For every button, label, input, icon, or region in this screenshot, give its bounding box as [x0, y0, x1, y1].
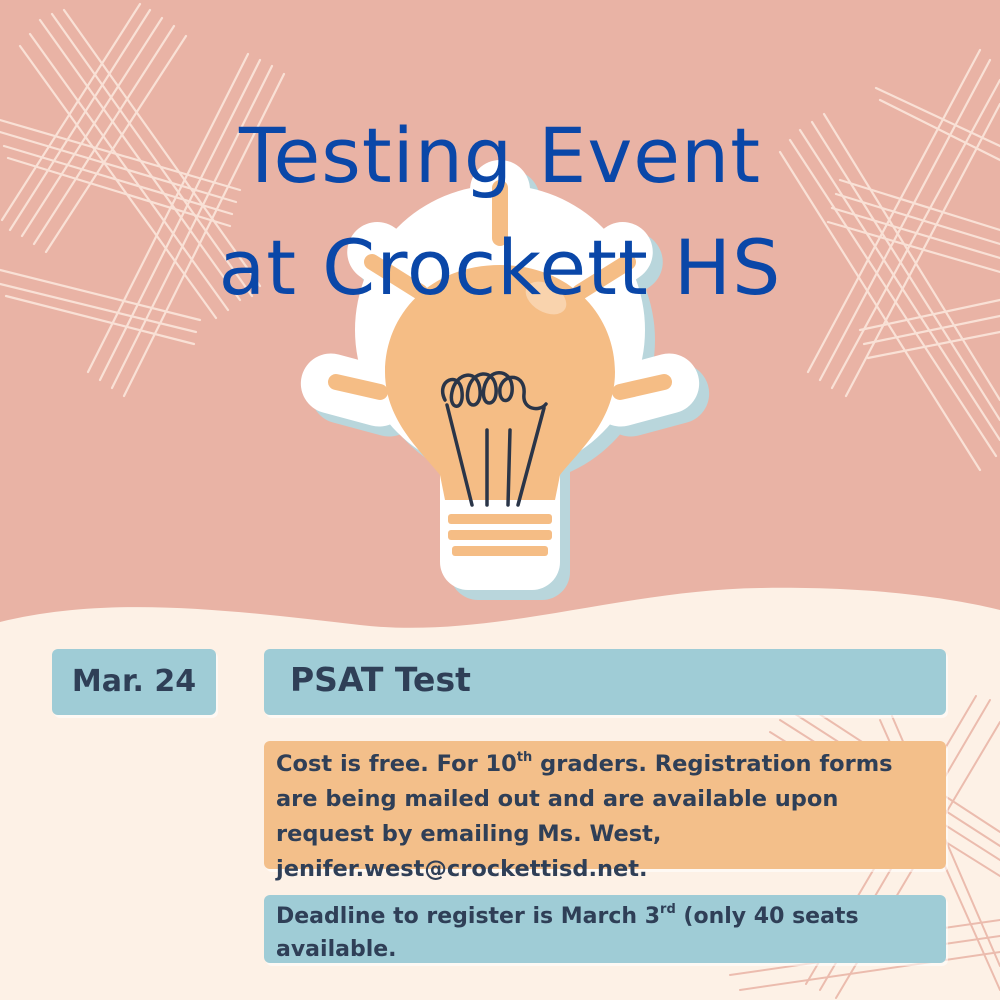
page-title — [0, 100, 1000, 324]
title-line-2: at Crockett HS — [218, 223, 782, 312]
deadline-text-part2: (only 40 seats available. — [276, 904, 859, 962]
event-name-banner: PSAT Test — [264, 649, 946, 715]
event-description — [264, 741, 946, 882]
description-text-part1: Cost is free. For 10 — [276, 751, 517, 777]
description-text-part2: graders. Registration forms are being mailed out and are available upon request by emailing Ms. West, jenifer.west@crockettisd.net. — [276, 751, 893, 882]
title-line-1: Testing Event — [238, 111, 762, 200]
description-superscript: th — [516, 749, 533, 765]
event-date-badge: Mar. 24 — [52, 649, 216, 715]
deadline-text-part1: Deadline to register is March 3 — [276, 904, 661, 929]
deadline-superscript: rd — [660, 901, 676, 917]
deadline-notice — [264, 895, 946, 963]
